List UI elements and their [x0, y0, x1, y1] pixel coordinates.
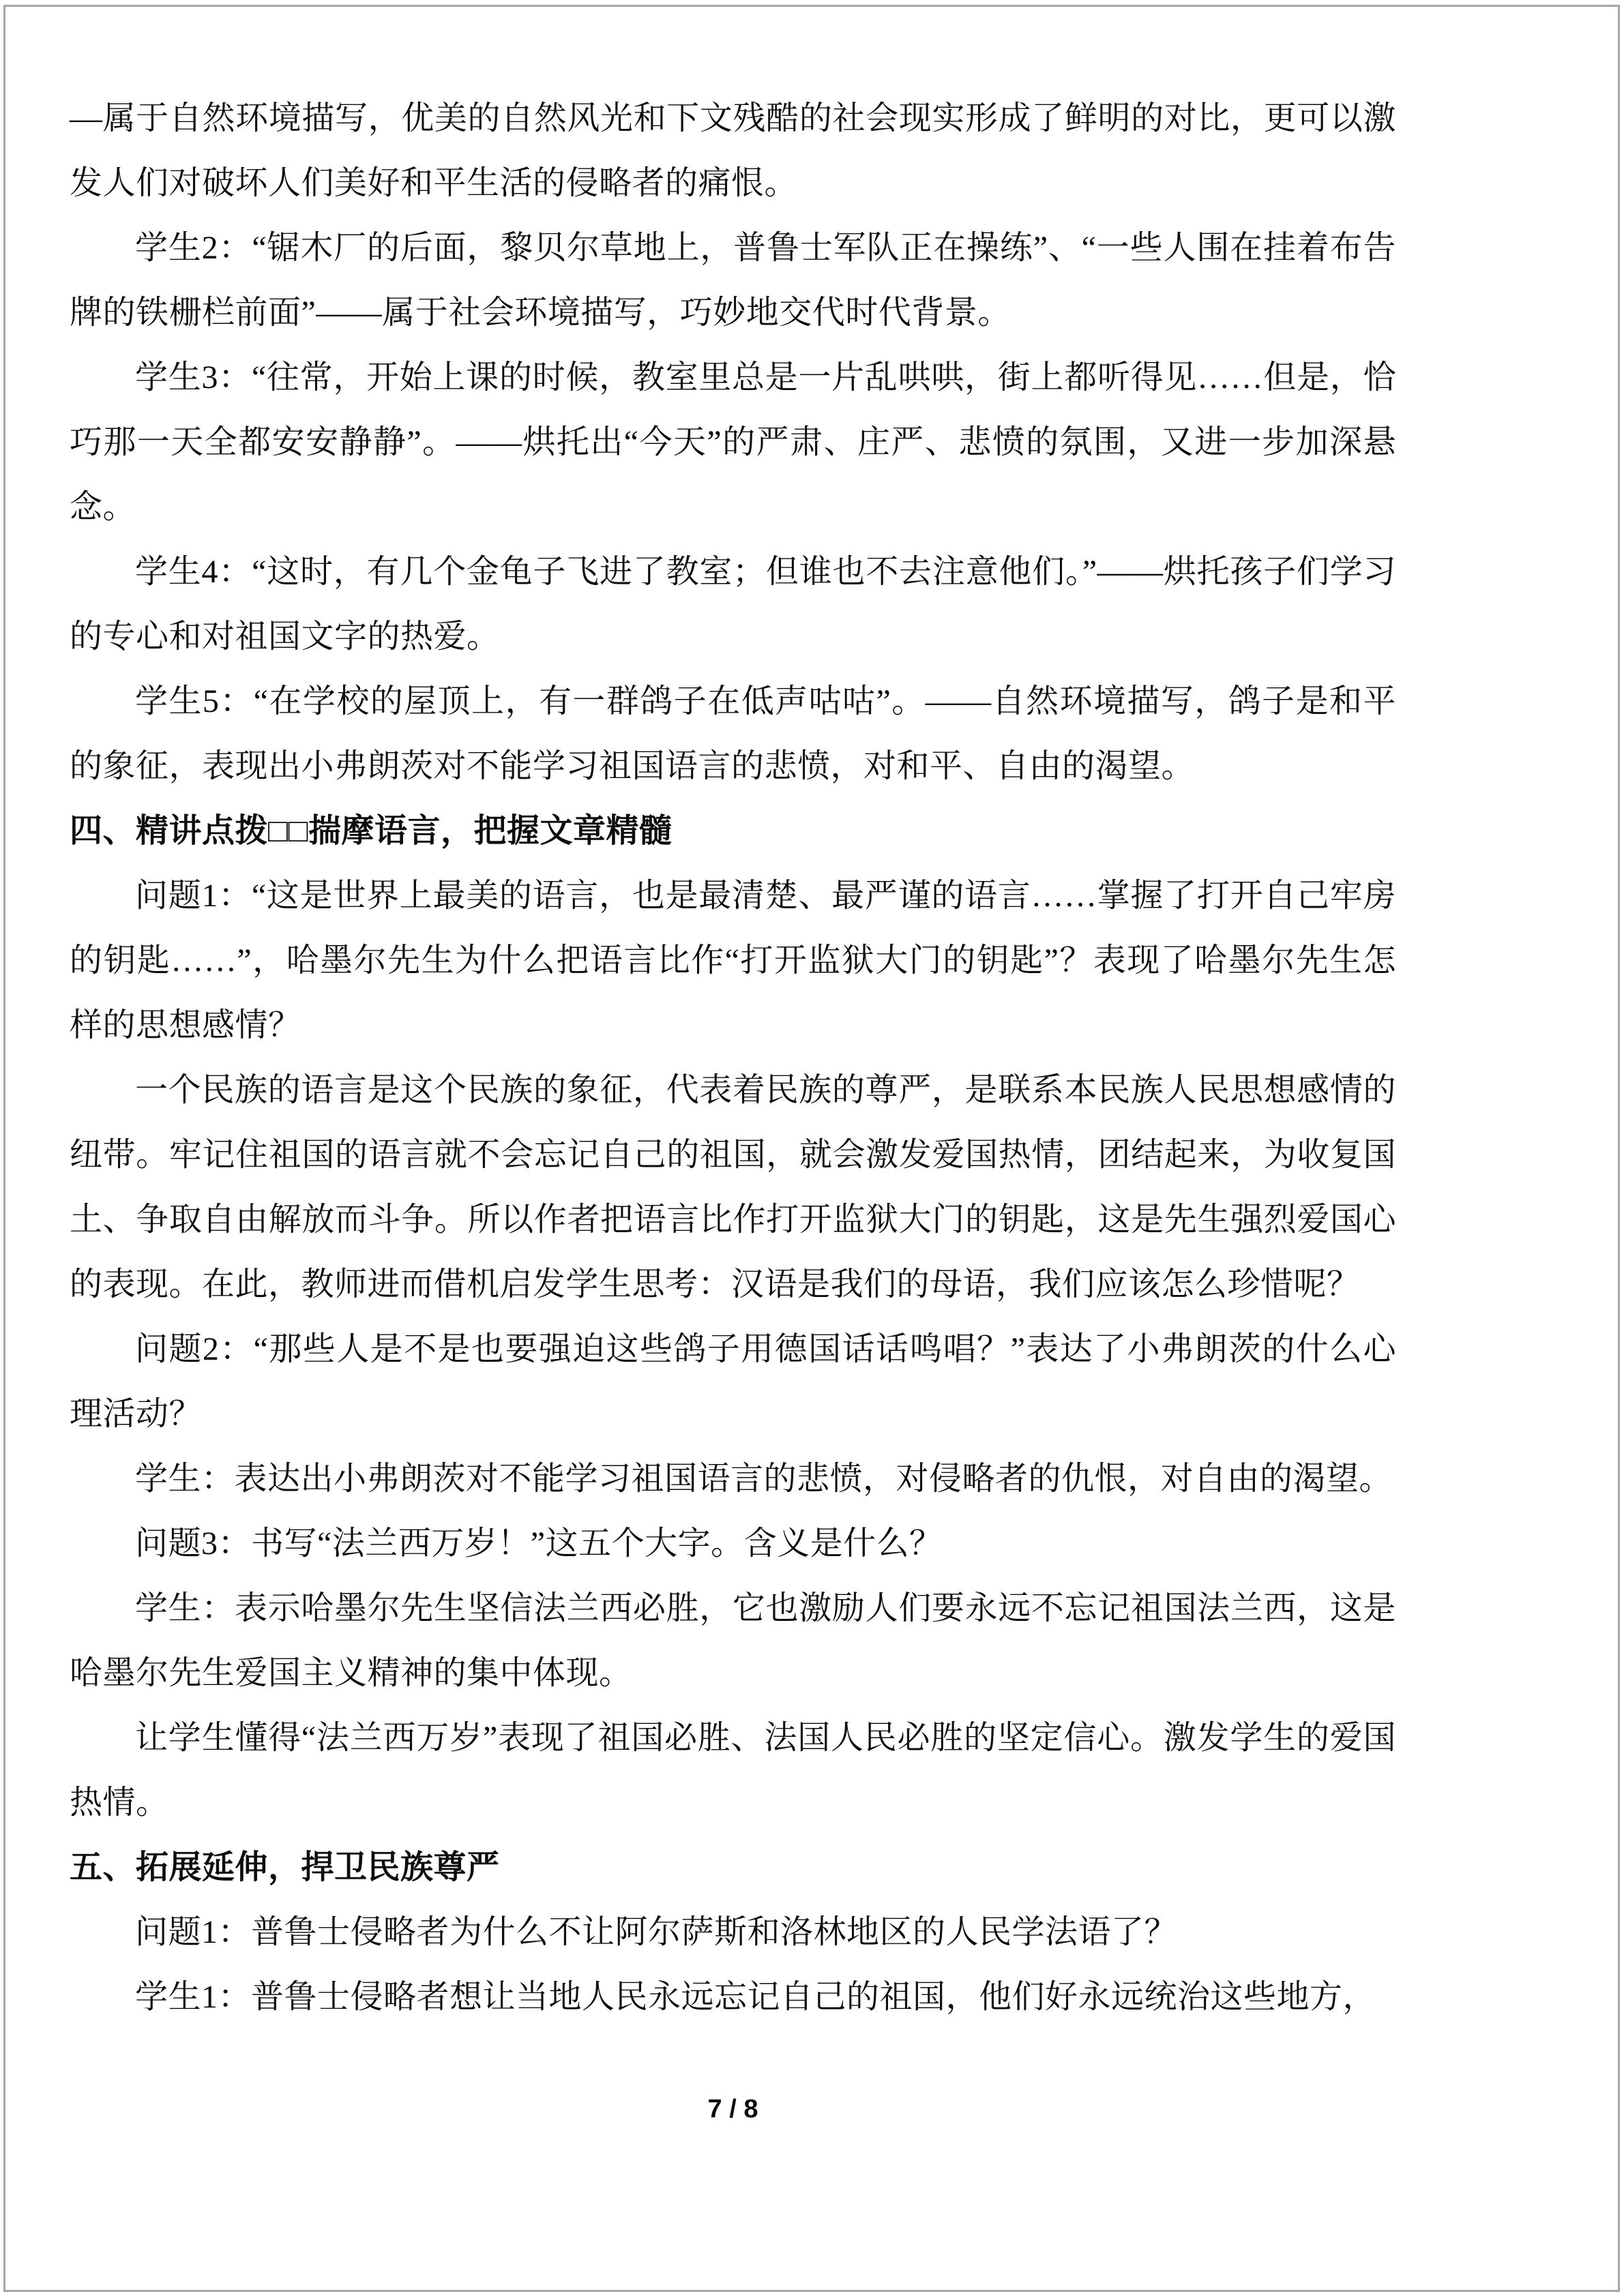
paragraph-summary: 让学生懂得“法兰西万岁”表现了祖国必胜、法国人民必胜的坚定信心。激发学生的爱国热情。: [70, 1720, 1396, 1821]
paragraph-student-2: 学生2：“锯木厂的后面，黎贝尔草地上，普鲁士军队正在操练”、“一些人围在挂着布告牌的铁栅栏前面”——属于社会环境描写，巧妙地交代时代背景。: [70, 230, 1396, 331]
paragraph-answer-1: 一个民族的语言是这个民族的象征，代表着民族的尊严，是联系本民族人民思想感情的纽带。牢记住祖国的语言就不会忘记自己的祖国，就会激发爱国热情，团结起来，为收复国土、争取自由解放而斗争。所以作者把语言比作打开监狱大门的钥匙，这是先生强烈爱国心的表现。在此，教师进而借机启发学生思考：汉语是我们的母语，我们应该怎么珍惜呢？: [70, 1072, 1396, 1302]
section-heading-4: 四、精讲点拨□□揣摩语言，把握文章精髓: [70, 813, 673, 849]
paragraph-question-3: 问题3：书写“法兰西万岁！”这五个大字。含义是什么？: [135, 1525, 943, 1562]
paragraph-question-1: 问题1：“这是世界上最美的语言，也是最清楚、最严谨的语言……掌握了打开自己牢房的钥匙……”，哈墨尔先生为什么把语言比作“打开监狱大门的钥匙”？表现了哈墨尔先生怎样的思想感情？: [70, 878, 1396, 1043]
paragraph-extension-student-1: 学生1：普鲁士侵略者想让当地人民永远忘记自己的祖国，他们好永远统治这些地方，: [135, 1979, 1376, 2015]
paragraph-answer-2: 学生：表达出小弗朗茨对不能学习祖国语言的悲愤，对侵略者的仇恨，对自由的渴望。: [135, 1461, 1393, 1497]
paragraph-student-3: 学生3：“往常，开始上课的时候，教室里总是一片乱哄哄，街上都听得见……但是，恰巧那一天全都安安静静”。——烘托出“今天”的严肃、庄严、悲愤的氛围，又进一步加深悬念。: [70, 359, 1396, 525]
document-body: [70, 86, 1396, 2029]
paragraph-answer-3: 学生：表示哈墨尔先生坚信法兰西必胜，它也激励人们要永远不忘记祖国法兰西，这是哈墨尔先生爱国主义精神的集中体现。: [70, 1590, 1396, 1691]
paragraph-extension-question-1: 问题1：普鲁士侵略者为什么不让阿尔萨斯和洛林地区的人民学法语了？: [135, 1914, 1178, 1950]
section-heading-5: 五、拓展延伸，捍卫民族尊严: [70, 1849, 500, 1885]
paragraph-question-2: 问题2：“那些人是不是也要强迫这些鸽子用德国话话鸣唱？”表达了小弗朗茨的什么心理活动？: [70, 1331, 1396, 1432]
paragraph-continuation: —属于自然环境描写，优美的自然风光和下文残酷的社会现实形成了鲜明的对比，更可以激发人们对破坏人们美好和平生活的侵略者的痛恨。: [70, 100, 1396, 201]
paragraph-student-4: 学生4：“这时，有几个金龟子飞进了教室；但谁也不去注意他们。”——烘托孩子们学习的专心和对祖国文字的热爱。: [70, 554, 1396, 655]
paragraph-student-5: 学生5：“在学校的屋顶上，有一群鸽子在低声咕咕”。——自然环境描写，鸽子是和平的象征，表现出小弗朗茨对不能学习祖国语言的悲愤，对和平、自由的渴望。: [70, 683, 1396, 784]
page-number: 7 / 8: [707, 2095, 758, 2123]
